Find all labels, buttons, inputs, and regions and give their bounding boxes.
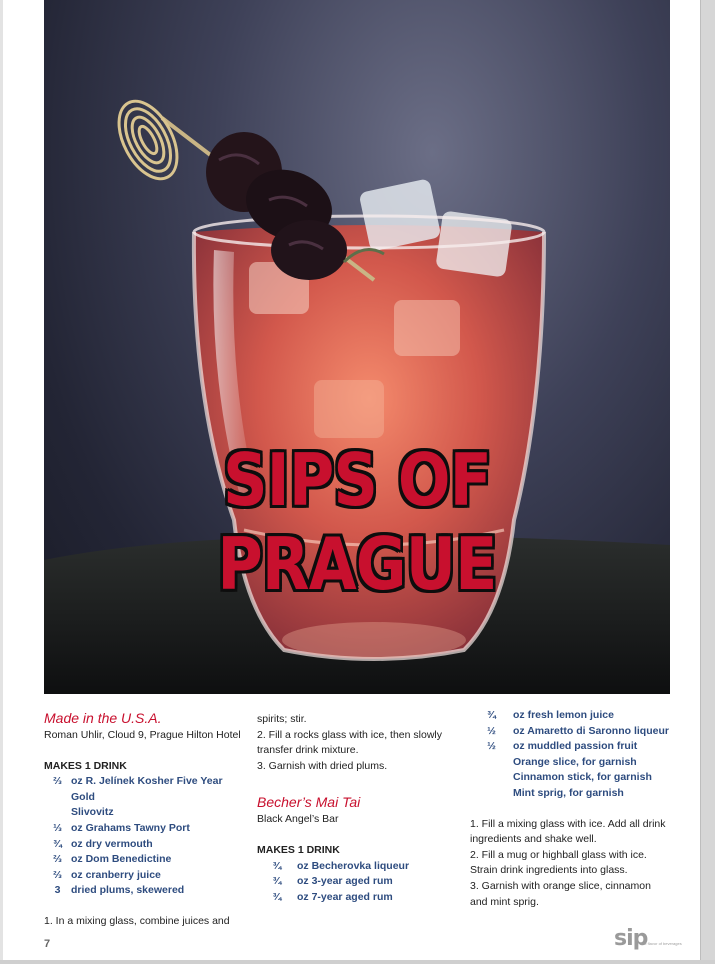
instruction-step: 3. Garnish with dried plums. [257, 759, 388, 772]
ingredient-row: ¾ oz 7-year aged rum [272, 890, 393, 903]
ice-cube [394, 300, 460, 356]
column-3 [470, 708, 670, 910]
ingredient-row: ⅓ oz Grahams Tawny Port [53, 821, 190, 834]
instruction-step: 3. Garnish with orange slice, cinnamon and mint sprig. [470, 879, 651, 908]
page-edge-bottom [0, 960, 715, 964]
ingredient-row: 3 dried plums, skewered [54, 884, 185, 897]
ingredient-row: ½ oz muddled passion fruit [487, 740, 638, 753]
makes-label: MAKES 1 DRINK [44, 759, 127, 772]
ingredient-row: Orange slice, for garnish [513, 755, 637, 768]
makes-label: MAKES 1 DRINK [257, 843, 340, 856]
ice-cube [314, 380, 384, 438]
headline: SIPS OF PRAGUE [217, 438, 497, 606]
page-number: 7 [44, 938, 51, 950]
column-1 [44, 708, 249, 930]
ingredient-row: ¾ oz Becherovka liqueur [272, 859, 410, 872]
dried-plum [271, 220, 347, 280]
glass-base [282, 622, 466, 658]
ingredient-row: ½ oz Amaretto di Saronno liqueur [487, 724, 669, 737]
recipe-venue: Roman Uhlir, Cloud 9, Prague Hilton Hotel [44, 729, 241, 741]
ingredient-row: Cinnamon stick, for garnish [513, 771, 652, 784]
instruction-step: 1. Fill a mixing glass with ice. Add all drink ingredients and shake well. [470, 817, 666, 846]
ingredient-row: ⅔ oz cranberry juice [53, 868, 161, 881]
recipe-venue: Black Angel’s Bar [257, 813, 339, 826]
instruction-step: 2. Fill a rocks glass with ice, then slowly transfer drink mixture. [257, 728, 442, 757]
page-edge-right [700, 0, 715, 964]
instruction-step: 1. In a mixing glass, combine juices and [44, 914, 230, 927]
page-edge-left [0, 0, 3, 964]
sip-logo-tagline: the flavor of beverages [641, 941, 682, 946]
instruction-step: 2. Fill a mug or highball glass with ice. Strain drink ingredients into glass. [470, 848, 647, 877]
hero-photo [44, 0, 670, 694]
ingredient-row: ⅔ oz R. Jelínek Kosher Five Year Gold [53, 775, 223, 803]
ingredient-row: ¾ oz 3-year aged rum [272, 875, 393, 888]
ingredient-row: ¾ oz fresh lemon juice [487, 709, 614, 721]
ingredient-row: Slivovitz [71, 806, 114, 819]
ingredient-row: ¾ oz dry vermouth [53, 837, 153, 850]
ingredient-row: Mint sprig, for garnish [513, 786, 624, 799]
instruction-step: spirits; stir. [257, 713, 307, 725]
ingredient-row: ⅔ oz Dom Benedictine [53, 853, 172, 866]
skewer-spiral [107, 92, 189, 189]
column-2 [257, 708, 457, 905]
recipe-title: Becher’s Mai Tai [257, 794, 361, 811]
sip-logo: sip [614, 926, 648, 951]
recipe-title: Made in the U.S.A. [44, 710, 162, 726]
